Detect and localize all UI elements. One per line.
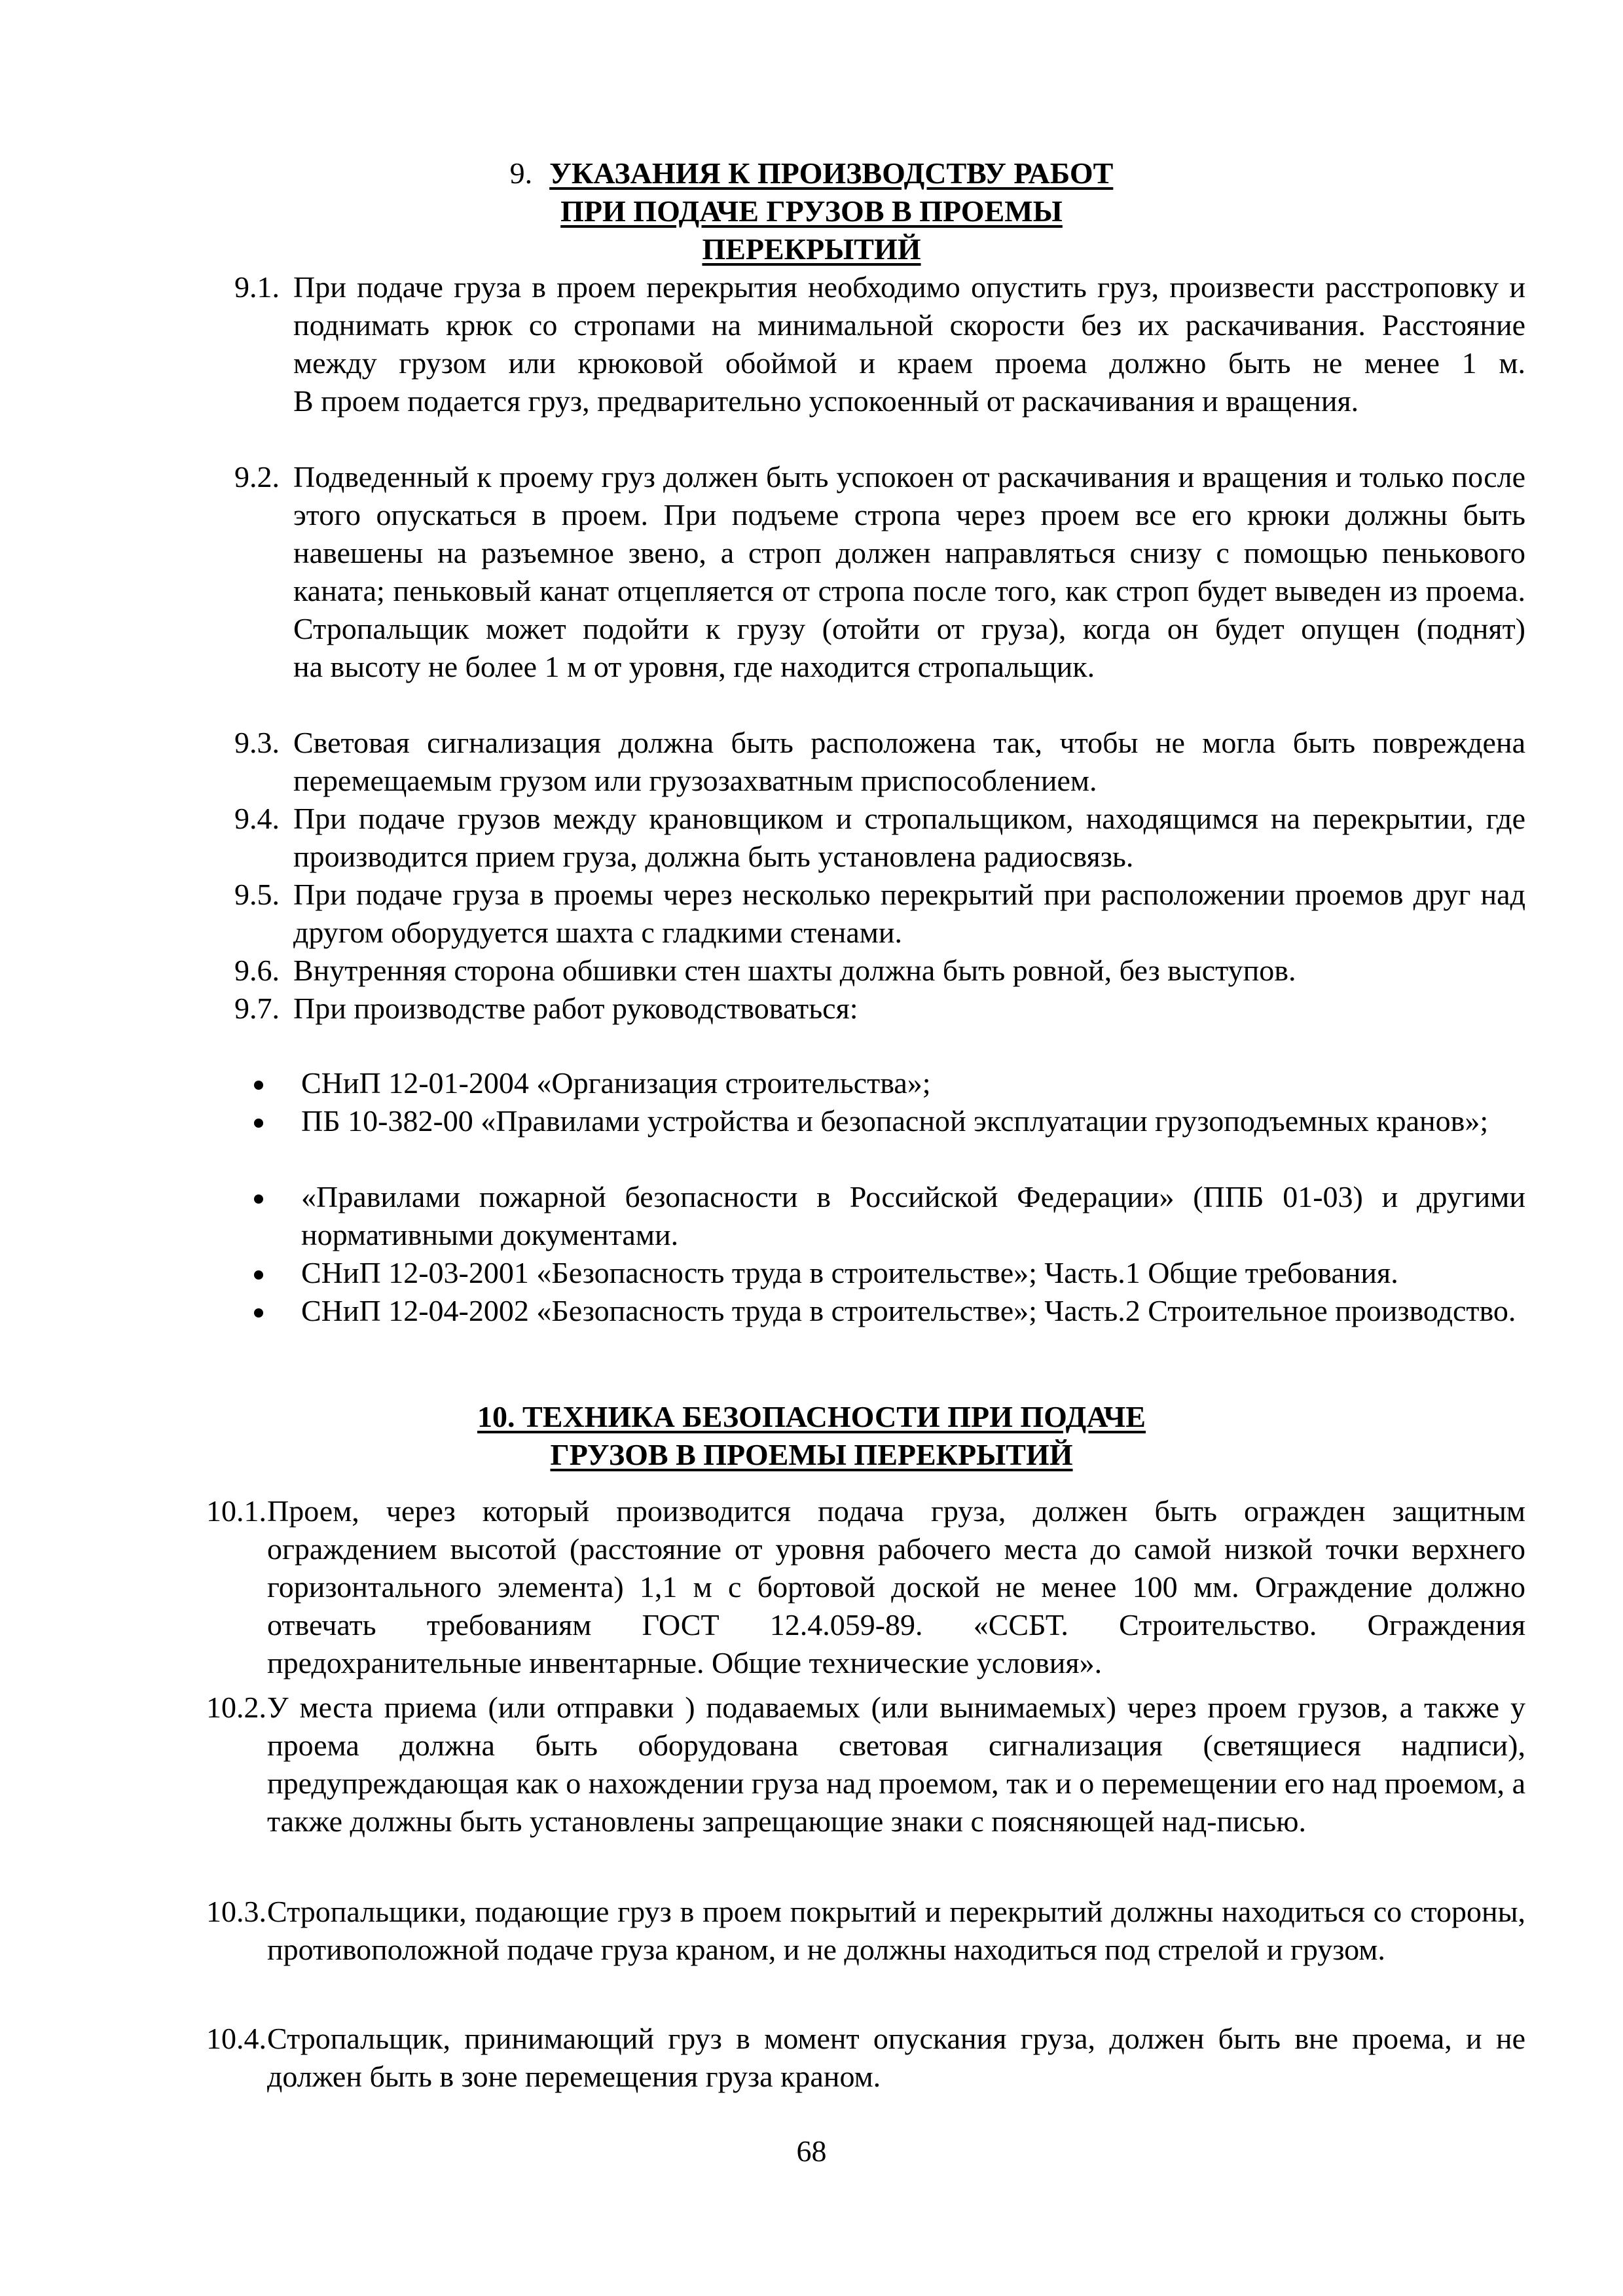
item-text: Стропальщик, принимающий груз в момент опускания груза, должен быть вне проема, и не должен быть в зоне перемещения груза краном. bbox=[267, 2022, 1525, 2093]
item-text: У места приема (или отправки ) подаваемых (или вынимаемых) через проем грузов, а также у проема должна быть оборудована световая сигнализация (светящиеся надписи), предупреждающая как о нахождении груза над проемом, так и о перемещении его над проемом, а также должны быть установлены запрещающие знаки с поясняющей над-писью. bbox=[267, 1691, 1525, 1838]
bullet-icon bbox=[254, 1081, 263, 1090]
section-10-heading bbox=[0, 1398, 1623, 1474]
item-text-continued: на высоту не более 1 м от уровня, где находится стропальщик. bbox=[293, 650, 1095, 683]
item-label: 10.1. bbox=[206, 1494, 266, 1528]
section-9-number: 9. bbox=[509, 156, 533, 190]
item-label: 9.4. bbox=[234, 802, 280, 835]
item-text: Подведенный к проему груз должен быть успокоен от раскачивания и вращения и только после этого опускаться в проем. При подъеме стропа через проем все его крюки должны быть навешены на разъемное звено, а строп должен направляться снизу с помощью пенькового каната; пеньковый канат отцепляется от стропа после того, как строп будет выведен из проема. Стропальщик может подойти к грузу (отойти от груза), когда он будет опущен (поднят) bbox=[293, 460, 1525, 645]
bullet-text: СНиП 12-01-2004 «Организация строительства»; bbox=[301, 1066, 931, 1100]
section-9-heading bbox=[0, 154, 1623, 268]
item-text: При подаче груза в проемы через несколько перекрытий при расположении проемов друг над другом оборудуется шахта с гладкими стенами. bbox=[293, 878, 1525, 949]
bullet-text: СНиП 12-04-2002 «Безопасность труда в строительстве»; Часть.2 Строительное производство. bbox=[301, 1294, 1516, 1327]
item-text: Внутренняя сторона обшивки стен шахты должна быть ровной, без выступов. bbox=[293, 954, 1296, 987]
bullet-icon bbox=[254, 1119, 263, 1128]
item-label: 9.1. bbox=[234, 270, 280, 304]
item-text: Световая сигнализация должна быть расположена так, чтобы не могла быть повреждена перемещаемым грузом или грузозахватным приспособлением. bbox=[293, 726, 1525, 797]
section-10-title-line-2: ГРУЗОВ В ПРОЕМЫ ПЕРЕКРЫТИЙ bbox=[550, 1438, 1073, 1471]
item-label: 9.5. bbox=[234, 878, 280, 911]
item-text: При производстве работ руководствоваться: bbox=[293, 992, 858, 1025]
item-label: 9.3. bbox=[234, 726, 280, 759]
bullet-text: «Правилами пожарной безопасности в Российской Федерации» (ППБ 01-03) и другими нормативными документами. bbox=[301, 1180, 1525, 1251]
item-label: 10.2. bbox=[206, 1691, 266, 1724]
item-text: При подаче грузов между крановщиком и стропальщиком, находящимся на перекрытии, где производится прием груза, должна быть установлена радиосвязь. bbox=[293, 802, 1525, 873]
item-label: 9.7. bbox=[234, 992, 280, 1025]
bullet-text: ПБ 10-382-00 «Правилами устройства и безопасной эксплуатации грузоподъемных кранов»; bbox=[301, 1104, 1489, 1138]
bullet-icon bbox=[254, 1270, 263, 1280]
item-text: При подаче груза в проем перекрытия необходимо опустить груз, произвести расстроповку и поднимать крюк со стропами на минимальной скорости без их раскачивания. Расстояние между грузом или крюковой обоймой и краем проема должно быть не менее 1 м. bbox=[293, 270, 1525, 380]
item-text: Стропальщики, подающие груз в проем покрытий и перекрытий должны находиться со стороны, противоположной подаче груза краном, и не должны находиться под стрелой и грузом. bbox=[267, 1895, 1525, 1966]
item-label: 9.6. bbox=[234, 954, 280, 987]
item-label: 10.3. bbox=[206, 1895, 266, 1928]
section-9-title-line-3: ПЕРЕКРЫТИЙ bbox=[702, 232, 921, 266]
section-9-title-line-2: ПРИ ПОДАЧЕ ГРУЗОВ В ПРОЕМЫ bbox=[560, 194, 1063, 228]
item-label: 9.2. bbox=[234, 460, 280, 493]
section-9-title-line-1: 9. УКАЗАНИЯ К ПРОИЗВОДСТВУ РАБОТ bbox=[509, 156, 1114, 190]
item-text-continued: В проем подается груз, предварительно успокоенный от раскачивания и вращения. bbox=[293, 384, 1359, 418]
bullet-text: СНиП 12-03-2001 «Безопасность труда в строительстве»; Часть.1 Общие требования. bbox=[301, 1256, 1398, 1289]
item-text: Проем, через который производится подача груза, должен быть огражден защитным ограждением высотой (расстояние от уровня рабочего места до самой низкой точки верхнего горизонтального элемента) 1,1 м с бортовой доской не менее 100 мм. Ограждение должно отвечать требованиям ГОСТ 12.4.059-89. «ССБТ. Строительство. Ограждения предохранительные инвентарные. Общие технические условия». bbox=[267, 1494, 1525, 1679]
section-10-title-line-1: 10. ТЕХНИКА БЕЗОПАСНОСТИ ПРИ ПОДАЧЕ bbox=[477, 1400, 1146, 1433]
bullet-icon bbox=[254, 1308, 263, 1318]
bullet-icon bbox=[254, 1194, 263, 1204]
item-label: 10.4. bbox=[206, 2022, 266, 2055]
page-number: 68 bbox=[796, 2134, 827, 2168]
